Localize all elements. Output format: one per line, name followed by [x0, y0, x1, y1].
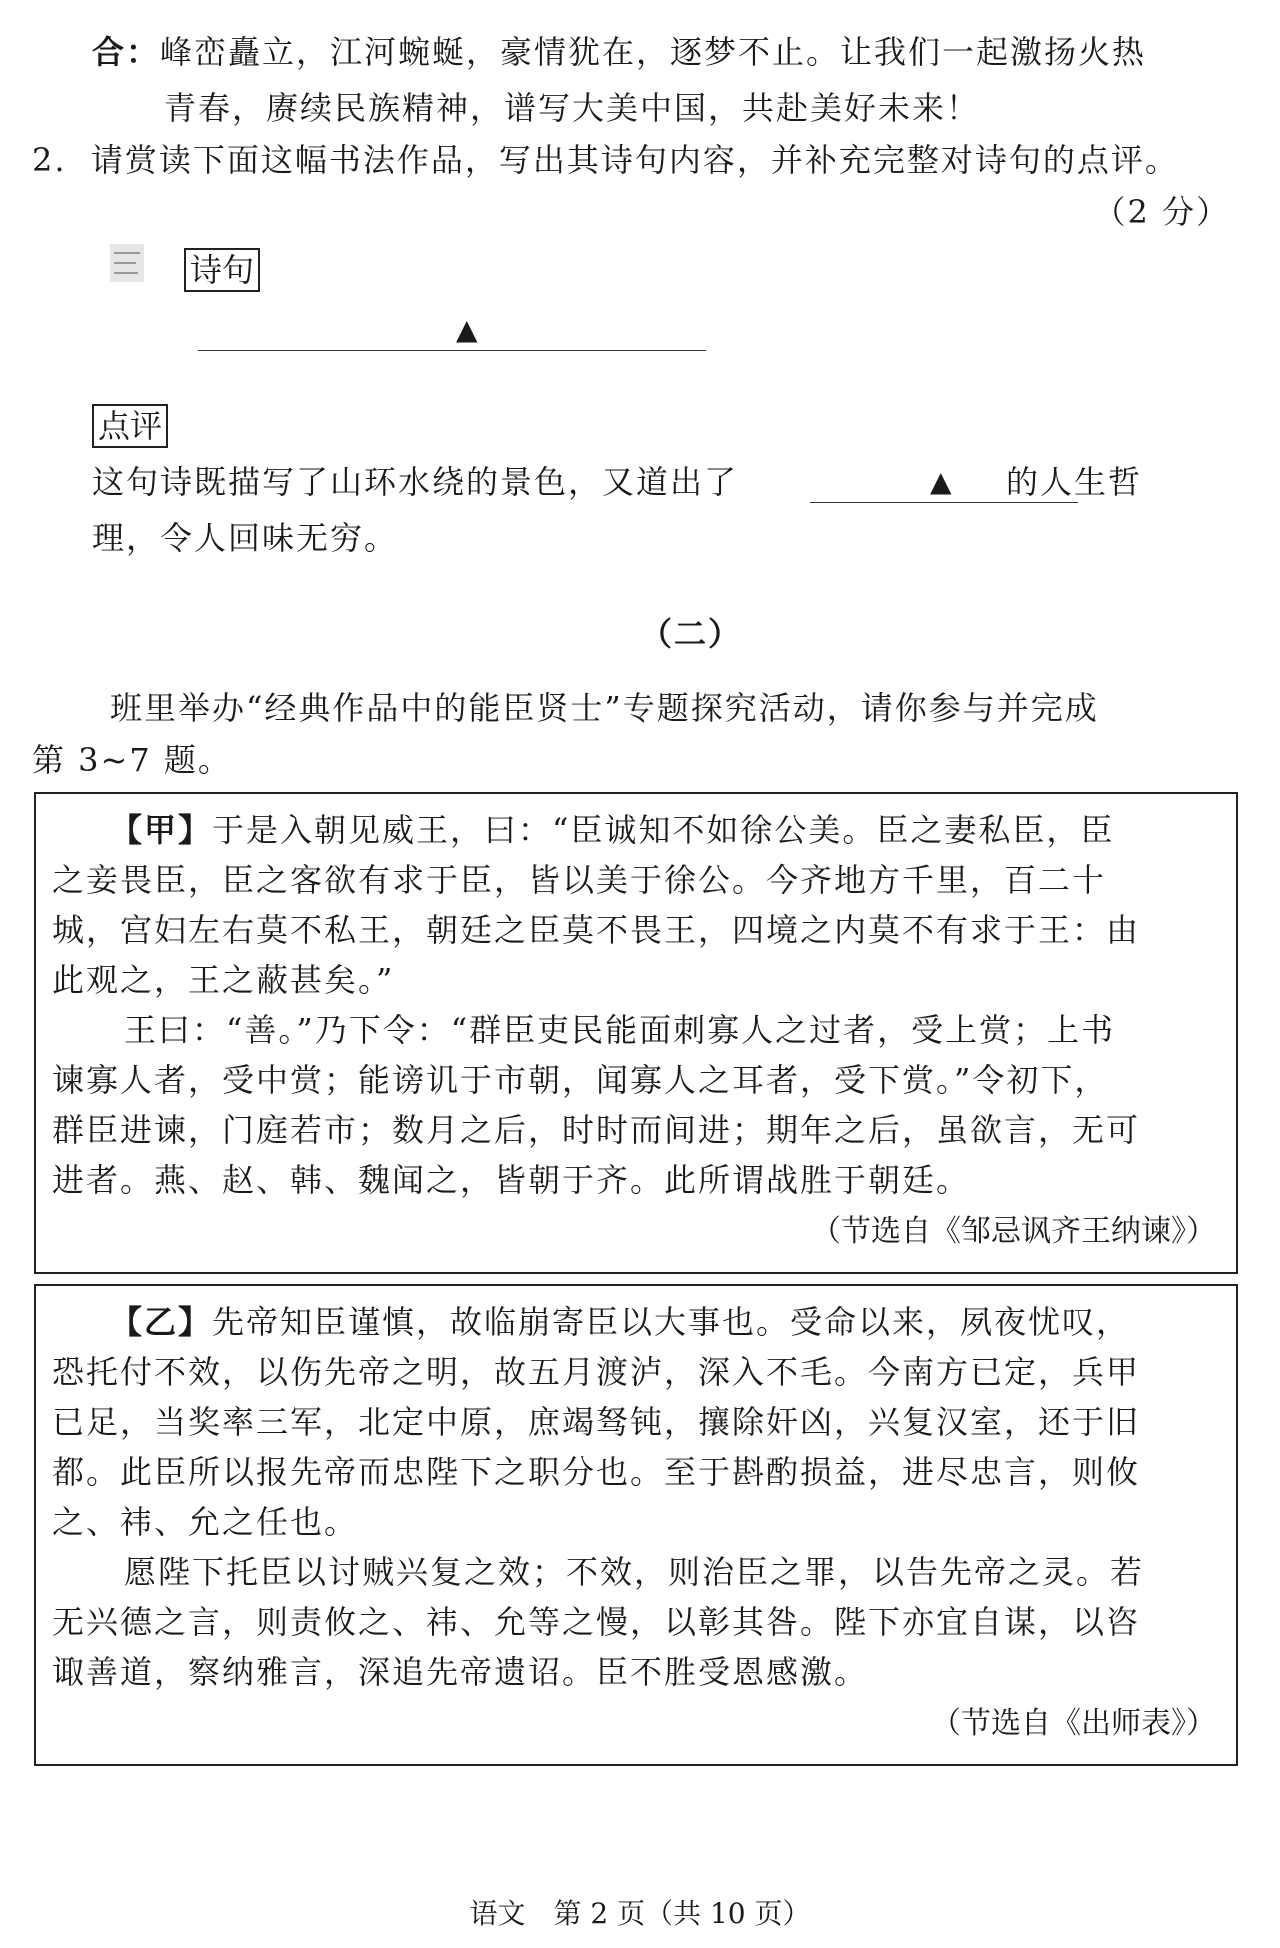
comment-after: 的人生哲: [1006, 463, 1143, 501]
poem-answer-blank[interactable]: [198, 350, 706, 351]
passage-jia-line: 王曰：“善。”乃下令：“群臣吏民能面刺寡人之过者，受上赏；上书: [124, 1011, 1116, 1049]
passage-yi-line: 已足，当奖率三军，北定中原，庶竭驽钝，攘除奸凶，兴复汉室，还于旧: [52, 1403, 1141, 1441]
comment-line2: 理，令人回味无穷。: [92, 519, 399, 557]
poem-blank-marker: ▲: [456, 313, 478, 346]
passage-jia-line: 进者。燕、赵、韩、魏闻之，皆朝于齐。此所谓战胜于朝廷。: [52, 1161, 971, 1199]
q2-line: [32, 140, 1179, 180]
comment-before: 这句诗既描写了山环水绕的景色，又道出了: [92, 463, 739, 501]
q2-prompt: 请赏读下面这幅书法作品，写出其诗句内容，并补充完整对诗句的点评。: [90, 141, 1179, 179]
q2-score: （2 分）: [1093, 193, 1230, 231]
speaker-label: 合：: [92, 33, 161, 71]
comment-label-box: 点评: [92, 404, 168, 448]
q2-number: 2.: [32, 141, 67, 179]
passage-jia-line: 谏寡人者，受中赏；能谤讥于市朝，闻寡人之耳者，受下赏。”令初下，: [52, 1061, 1109, 1099]
section-intro-line2: 第 3~7 题。: [32, 741, 232, 779]
calligraphy-image: [110, 244, 144, 282]
passage-yi-line: 愿陛下托臣以讨贼兴复之效；不效，则治臣之罪，以告先帝之灵。若: [124, 1553, 1145, 1591]
comment-line1: [92, 462, 1142, 502]
q1-speaker-line: [92, 32, 1146, 72]
passage-jia-line: 城，宫妇左右莫不私王，朝廷之臣莫不畏王，四境之内莫不有求于王：由: [52, 911, 1141, 949]
passage-yi-line: 恐托付不效，以伤先帝之明，故五月渡泸，深入不毛。今南方已定，兵甲: [52, 1353, 1141, 1391]
section-intro-line1: 班里举办“经典作品中的能臣贤士”专题探究活动，请你参与并完成: [110, 689, 1099, 727]
passage-yi-label: 【乙】: [110, 1303, 213, 1341]
comment-blank-marker: ▲: [930, 465, 952, 498]
q1-text-line2: 青春，赓续民族精神，谱写大美中国，共赴美好未来！: [164, 89, 981, 127]
passage-jia-line: 之妾畏臣，臣之客欲有求于臣，皆以美于徐公。今齐地方千里，百二十: [52, 861, 1107, 899]
poem-label-box: 诗句: [184, 248, 260, 292]
passage-jia-line: 【甲】于是入朝见威王，曰：“臣诚知不如徐公美。臣之妻私臣，臣: [110, 811, 1115, 849]
q1-text-line1: 峰峦矗立，江河蜿蜒，豪情犹在，逐梦不止。让我们一起激扬火热: [160, 33, 1147, 71]
passage-jia-line: 此观之，王之蔽甚矣。”: [52, 961, 395, 999]
passage-yi-line: 无兴德之言，则责攸之、祎、允等之慢，以彰其咎。陛下亦宜自谋，以咨: [52, 1603, 1141, 1641]
passage-yi-line: 【乙】先帝知臣谨慎，故临崩寄臣以大事也。受命以来，夙夜忧叹，: [110, 1303, 1131, 1341]
passage-jia-label: 【甲】: [110, 811, 213, 849]
passage-yi-source: （节选自《出师表》）: [931, 1706, 1216, 1741]
passage-yi-line: 诹善道，察纳雅言，深追先帝遗诏。臣不胜受恩感激。: [52, 1653, 869, 1691]
passage-jia-source: （节选自《邹忌讽齐王纳谏》）: [811, 1214, 1216, 1249]
passage-yi-line: 都。此臣所以报先帝而忠陛下之职分也。至于斟酌损益，进尽忠言，则攸: [52, 1453, 1141, 1491]
comment-answer-blank[interactable]: [810, 502, 1078, 503]
section-heading: （二）: [640, 615, 743, 653]
passage-yi-line: 之、祎、允之任也。: [52, 1503, 359, 1541]
page-footer: 语文 第 2 页（共 10 页）: [469, 1897, 811, 1930]
passage-jia-line: 群臣进谏，门庭若市；数月之后，时时而间进；期年之后，虽欲言，无可: [52, 1111, 1141, 1149]
